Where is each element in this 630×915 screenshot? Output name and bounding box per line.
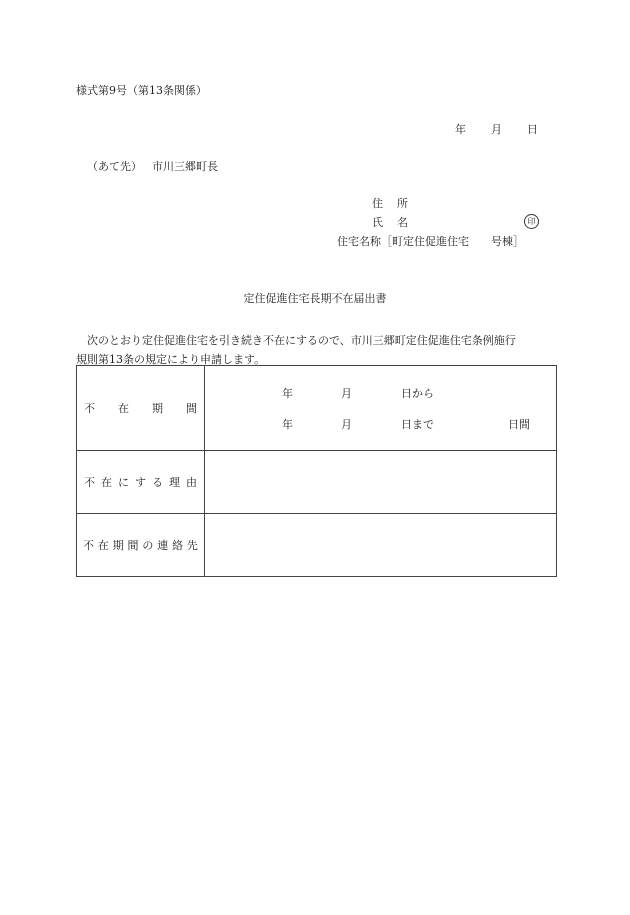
document-title: 定住促進住宅長期不在届出書 <box>243 292 387 305</box>
period-label <box>77 403 204 414</box>
label-char: 氏 <box>372 216 383 229</box>
contact-label-cell <box>77 514 205 577</box>
seal-mark: 印 <box>524 214 539 229</box>
absence-form-table <box>76 365 557 577</box>
contact-label <box>77 540 204 551</box>
label-char: 不 <box>84 401 95 415</box>
reason-label <box>77 477 204 488</box>
submission-date <box>455 124 538 135</box>
label-char: 期 <box>152 401 163 415</box>
to-day: 日まで <box>401 418 434 431</box>
label-char: 間 <box>186 401 197 415</box>
body-line: 規則第13条の規定により申請します。 <box>76 353 266 366</box>
label-char: 期 <box>112 538 124 552</box>
to-month: 月 <box>341 418 352 431</box>
label-char: 先 <box>186 538 198 552</box>
body-text <box>76 331 556 369</box>
applicant-address-label <box>372 198 408 209</box>
contact-row <box>77 514 557 577</box>
label-char: の <box>142 538 154 552</box>
label-char: 不 <box>83 538 94 552</box>
contact-value-cell[interactable] <box>205 514 557 577</box>
period-value-cell[interactable] <box>205 366 557 451</box>
label-char: 連 <box>157 538 169 552</box>
label-char: 名 <box>397 216 408 229</box>
house-name-label: 住宅名称 <box>337 235 381 248</box>
label-char: 在 <box>118 401 129 415</box>
house-name-line <box>337 236 524 247</box>
label-char: 間 <box>127 538 139 552</box>
label-char: 在 <box>97 538 109 552</box>
label-char: 不 <box>84 475 95 489</box>
from-month: 月 <box>341 387 352 400</box>
label-char: 由 <box>186 475 197 489</box>
date-month: 月 <box>491 123 502 136</box>
addressee-name: 市川三郷町長 <box>152 160 218 173</box>
label-char: 所 <box>397 197 408 210</box>
label-char: 絡 <box>172 538 184 552</box>
form-number: 様式第9号（第13条関係） <box>76 84 207 97</box>
label-char: 在 <box>101 475 112 489</box>
reason-label-cell <box>77 451 205 514</box>
from-year: 年 <box>282 387 293 400</box>
to-year: 年 <box>282 418 293 431</box>
from-day: 日から <box>401 387 434 400</box>
label-char: 住 <box>372 197 383 210</box>
label-char: す <box>135 475 146 489</box>
total-days: 日間 <box>508 418 530 431</box>
applicant-name-label <box>372 217 408 228</box>
date-year: 年 <box>455 123 466 136</box>
label-char: に <box>118 475 129 489</box>
date-day: 日 <box>527 123 538 136</box>
house-name-value: ［町定住促進住宅 号棟］ <box>381 235 524 248</box>
addressee <box>87 161 218 172</box>
label-char: る <box>152 475 163 489</box>
reason-value-cell[interactable] <box>205 451 557 514</box>
period-row <box>77 366 557 451</box>
addressee-label: （あて先） <box>87 160 142 173</box>
label-char: 理 <box>169 475 180 489</box>
period-label-cell <box>77 366 205 451</box>
reason-row <box>77 451 557 514</box>
body-line: 次のとおり定住促進住宅を引き続き不在にするので、市川三郷町定住促進住宅条例施行 <box>76 334 516 347</box>
